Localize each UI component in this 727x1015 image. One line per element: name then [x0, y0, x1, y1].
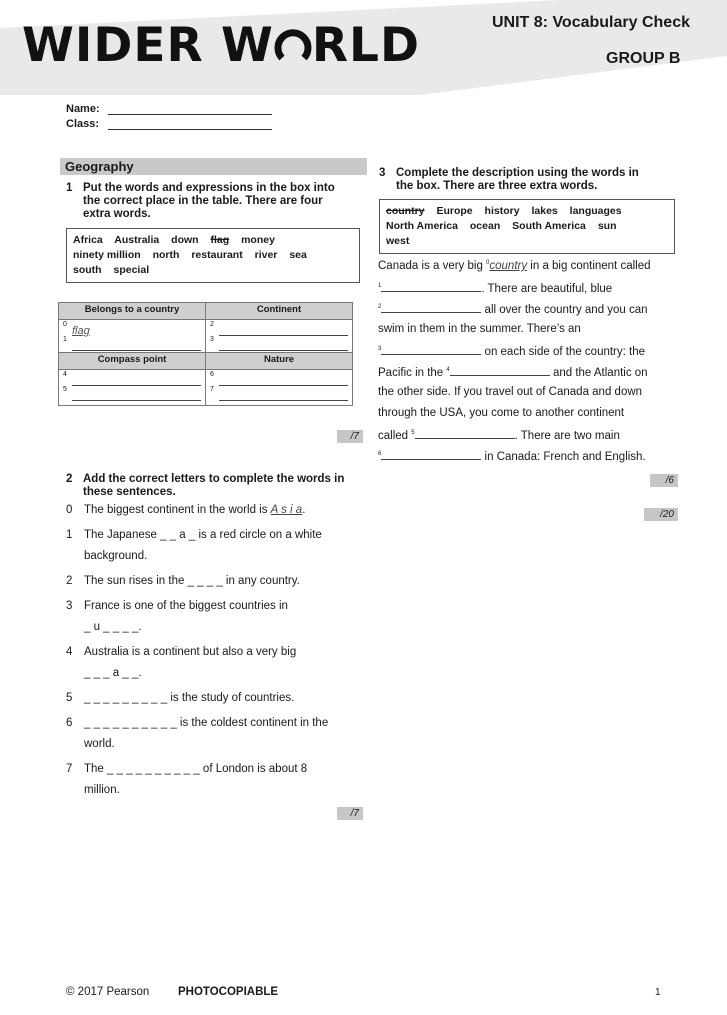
item-number: 4: [63, 371, 67, 378]
ex2-instruction: Add the correct letters to complete the words in these sentences.: [83, 473, 345, 498]
ex2-item: 0 The biggest continent in the world is A s i a.: [66, 504, 306, 516]
item-number: 0: [63, 321, 67, 328]
ex1-word-row: [73, 263, 353, 278]
table-header: Belongs to a country: [59, 303, 206, 320]
word: lakes: [531, 205, 558, 217]
ex3-line: $^6$ in Canada: French and English.: [378, 451, 646, 463]
ex2-item: 6 _ _ _ _ _ _ _ _ _ _ is the coldest continent in the world.: [66, 717, 329, 750]
ex3-line: Canada is a very big $^0$country in a big continent called: [378, 260, 651, 272]
ex3-word-box: [379, 199, 675, 254]
ex2-item: 2 The sun rises in the _ _ _ _ in any country.: [66, 575, 300, 587]
word: west: [386, 235, 410, 247]
word: Australia: [114, 234, 160, 246]
example-answer: flag: [72, 325, 90, 337]
item-number: 5: [63, 386, 67, 393]
ex3-score: /6: [650, 474, 678, 487]
answer-blank[interactable]: [219, 324, 348, 336]
logo: WIDER W RLD: [22, 18, 421, 73]
word: sun: [597, 220, 617, 232]
copyright: © 2017 Pearson: [66, 986, 150, 998]
ex2-item: 1 The Japanese _ _ a _ is a red circle on a white background.: [66, 529, 322, 562]
word: languages: [569, 205, 622, 217]
example-answer: country: [489, 260, 528, 272]
word: down: [171, 234, 199, 246]
ex1-score: /7: [337, 430, 363, 443]
ex3-line: swim in them in the summer. There’s an: [378, 323, 581, 335]
page-number: 1: [655, 987, 661, 998]
word: ninety million: [73, 249, 141, 261]
ex3-line: $^2$ all over the country and you can: [378, 304, 648, 316]
ex2-item: 3 France is one of the biggest countries in _ u _ _ _ _.: [66, 600, 288, 633]
ex3-line: through the USA, you come to another continent: [378, 407, 625, 419]
table-header: Compass point: [59, 353, 206, 370]
class-label: Class:: [66, 118, 100, 130]
item-number: 1: [63, 336, 67, 343]
ex1-word-row: [73, 233, 353, 248]
ex2-item: 5 _ _ _ _ _ _ _ _ _ is the study of countries.: [66, 692, 295, 704]
table-header: Nature: [206, 353, 353, 370]
example-answer: A s i a: [270, 504, 303, 516]
ex3-word-row: [386, 234, 668, 249]
answer-blank[interactable]: [381, 449, 481, 460]
word: money: [241, 234, 275, 246]
ex2-score: /7: [337, 807, 363, 820]
unit-title: UNIT 8: Vocabulary Check: [492, 14, 690, 31]
word: sea: [289, 249, 307, 261]
answer-blank[interactable]: [381, 344, 481, 355]
item-number: 7: [210, 386, 214, 393]
section-title: Geography: [60, 158, 367, 175]
answer-blank[interactable]: [381, 281, 481, 292]
word: restaurant: [191, 249, 243, 261]
ex2-number: 2: [66, 473, 73, 485]
ex1-number: 1: [66, 182, 73, 194]
answer-blank[interactable]: [72, 389, 201, 401]
word: ocean: [469, 220, 501, 232]
class-field[interactable]: [108, 129, 272, 130]
table-cell: [59, 370, 206, 406]
word: Africa: [73, 234, 103, 246]
ex1-instruction: Put the words and expressions in the box into the correct place in the table. There are four extra words.: [83, 182, 335, 220]
ex3-line: called $^5$ . There are two main: [378, 430, 620, 442]
name-label: Name:: [66, 103, 100, 115]
word: Europe: [436, 205, 473, 217]
answer-blank[interactable]: [219, 374, 348, 386]
answer-blank[interactable]: [415, 428, 515, 439]
ex3-word-row: [386, 204, 668, 219]
ex2-item: 7 The _ _ _ _ _ _ _ _ _ _ of London is about 8 million.: [66, 763, 308, 796]
word: special: [113, 264, 150, 276]
ex3-word-row: [386, 219, 668, 234]
photocopiable-label: PHOTOCOPIABLE: [178, 986, 279, 998]
item-number: 6: [210, 371, 214, 378]
answer-blank[interactable]: [381, 302, 481, 313]
logo-o-mark: [274, 28, 312, 64]
table-cell: [206, 370, 353, 406]
ex1-word-row: [73, 248, 353, 263]
ex3-line: $^1$ . There are beautiful, blue: [378, 283, 613, 295]
word: history: [484, 205, 520, 217]
word: South America: [512, 220, 586, 232]
item-number: 2: [210, 321, 214, 328]
answer-blank[interactable]: [72, 339, 201, 351]
word: north: [152, 249, 180, 261]
word: south: [73, 264, 102, 276]
table-cell: [59, 320, 206, 353]
ex1-table: [58, 302, 353, 406]
table-cell: [206, 320, 353, 353]
word: North America: [386, 220, 458, 232]
word-crossed: flag: [210, 234, 230, 246]
ex2-item: 4 Australia is a continent but also a very big _ _ _ a _ _.: [66, 646, 297, 679]
ex3-number: 3: [379, 167, 386, 179]
word-crossed: country: [386, 205, 425, 217]
ex3-instruction: Complete the description using the words in the box. There are three extra words.: [396, 167, 639, 192]
table-header: Continent: [206, 303, 353, 320]
word: river: [254, 249, 278, 261]
item-number: 3: [210, 336, 214, 343]
answer-blank[interactable]: [219, 339, 348, 351]
group-label: GROUP B: [606, 50, 681, 67]
ex3-line: Pacific in the $^4$ and the Atlantic on: [378, 367, 648, 379]
name-field[interactable]: [108, 114, 272, 115]
ex1-word-box: [66, 228, 360, 283]
total-score: /20: [644, 508, 678, 521]
ex3-line: $^3$ on each side of the country: the: [378, 346, 646, 358]
answer-blank[interactable]: [72, 374, 201, 386]
answer-blank[interactable]: [219, 389, 348, 401]
answer-blank[interactable]: [450, 365, 550, 376]
ex3-line: the other side. If you travel out of Canada and down: [378, 386, 643, 398]
